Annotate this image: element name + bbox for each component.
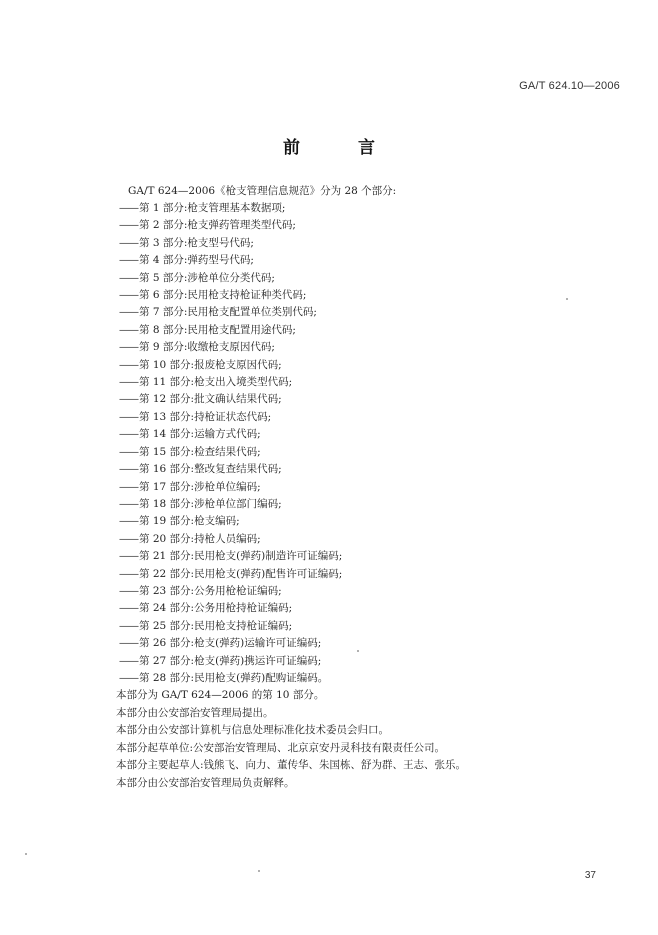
list-item-text: 第 17 部分:涉枪单位编码; bbox=[139, 480, 261, 493]
list-dash: —— bbox=[119, 619, 138, 632]
list-item bbox=[119, 566, 342, 583]
list-item-text: 第 21 部分:民用枪支(弹药)制造许可证编码; bbox=[139, 550, 343, 563]
list-item bbox=[119, 374, 342, 391]
note-line: 本部分由公安部计算机与信息处理标准化技术委员会归口。 bbox=[116, 724, 389, 736]
list-item-text: 第 8 部分:民用枪支配置用途代码; bbox=[139, 323, 296, 336]
notes-block bbox=[116, 687, 466, 792]
list-item-text: 第 27 部分:枪支(弹药)携运许可证编码; bbox=[139, 654, 322, 667]
list-item-text: 第 13 部分:持枪证状态代码; bbox=[139, 410, 272, 423]
list-item bbox=[119, 322, 342, 339]
list-item-text: 第 28 部分:民用枪支(弹药)配购证编码。 bbox=[139, 671, 329, 684]
list-dash: —— bbox=[119, 480, 138, 493]
list-item bbox=[119, 304, 342, 321]
list-item-text: 第 12 部分:批文确认结果代码; bbox=[139, 393, 282, 406]
list-item-text: 第 15 部分:检查结果代码; bbox=[139, 445, 261, 458]
list-dash: —— bbox=[119, 254, 138, 267]
list-dash: —— bbox=[119, 550, 138, 563]
intro-paragraph: GA/T 624—2006《枪支管理信息规范》分为 28 个部分: bbox=[128, 185, 397, 197]
list-dash: —— bbox=[119, 428, 138, 441]
list-dash: —— bbox=[119, 236, 138, 249]
list-item bbox=[119, 548, 342, 565]
list-item-text: 第 9 部分:收缴枪支原因代码; bbox=[139, 341, 275, 354]
list-item bbox=[119, 409, 342, 426]
list-item bbox=[119, 391, 342, 408]
list-dash: —— bbox=[119, 323, 138, 336]
note-line: 本部分起草单位:公安部治安管理局、北京京安丹灵科技有限责任公司。 bbox=[116, 741, 446, 754]
list-item bbox=[119, 531, 342, 548]
list-item bbox=[119, 200, 342, 217]
scan-speck bbox=[258, 870, 260, 872]
list-item bbox=[119, 653, 342, 670]
list-item-text: 第 3 部分:枪支型号代码; bbox=[139, 236, 254, 249]
list-item bbox=[119, 513, 342, 530]
list-item bbox=[119, 426, 342, 443]
list-item bbox=[119, 600, 342, 617]
list-item bbox=[119, 252, 342, 269]
list-item-text: 第 26 部分:枪支(弹药)运输许可证编码; bbox=[139, 637, 322, 650]
list-item bbox=[119, 583, 342, 600]
list-item-text: 第 5 部分:涉枪单位分类代码; bbox=[139, 271, 275, 284]
parts-list bbox=[119, 200, 342, 687]
list-item-text: 第 18 部分:涉枪单位部门编码; bbox=[139, 497, 282, 510]
scan-speck bbox=[566, 298, 568, 300]
list-dash: —— bbox=[119, 341, 138, 354]
list-item bbox=[119, 444, 342, 461]
list-dash: —— bbox=[119, 219, 138, 232]
list-item bbox=[119, 217, 342, 234]
list-dash: —— bbox=[119, 289, 138, 302]
list-dash: —— bbox=[119, 567, 138, 580]
list-dash: —— bbox=[119, 202, 138, 214]
list-item bbox=[119, 479, 342, 496]
list-item bbox=[119, 496, 342, 513]
list-item-text: 第 14 部分:运输方式代码; bbox=[139, 428, 261, 441]
list-item-text: 第 11 部分:枪支出入境类型代码; bbox=[139, 376, 293, 389]
list-item bbox=[119, 287, 342, 304]
page-number: 37 bbox=[584, 870, 596, 881]
list-dash: —— bbox=[119, 497, 138, 510]
list-item bbox=[119, 635, 342, 652]
list-dash: —— bbox=[119, 637, 138, 650]
list-item-text: 第 7 部分:民用枪支配置单位类别代码; bbox=[139, 306, 317, 319]
list-item-text: 第 23 部分:公务用枪枪证编码; bbox=[139, 584, 282, 597]
list-item-text: 第 1 部分:枪支管理基本数据项; bbox=[139, 202, 286, 214]
list-item-text: 第 25 部分:民用枪支持枪证编码; bbox=[139, 619, 293, 632]
list-item-text: 第 2 部分:枪支弹药管理类型代码; bbox=[139, 219, 296, 232]
list-dash: —— bbox=[119, 445, 138, 458]
standard-number: GA/T 624.10—2006 bbox=[519, 80, 620, 92]
list-item bbox=[119, 235, 342, 252]
list-dash: —— bbox=[119, 358, 138, 371]
list-dash: —— bbox=[119, 671, 138, 684]
note-line: 本部分为 GA/T 624—2006 的第 10 部分。 bbox=[116, 689, 325, 701]
list-dash: —— bbox=[119, 584, 138, 597]
list-dash: —— bbox=[119, 306, 138, 319]
note-line: 本部分由公安部治安管理局负责解释。 bbox=[116, 776, 295, 789]
list-item bbox=[119, 357, 342, 374]
list-dash: —— bbox=[119, 515, 138, 528]
list-item-text: 第 16 部分:整改复查结果代码; bbox=[139, 463, 282, 476]
list-dash: —— bbox=[119, 602, 138, 615]
list-item-text: 第 20 部分:持枪人员编码; bbox=[139, 532, 261, 545]
list-dash: —— bbox=[119, 410, 138, 423]
page-title: 前 言 bbox=[283, 138, 401, 158]
list-item bbox=[119, 270, 342, 287]
list-dash: —— bbox=[119, 463, 138, 476]
note-line: 本部分由公安部治安管理局提出。 bbox=[116, 706, 274, 719]
list-item-text: 第 19 部分:枪支编码; bbox=[139, 515, 240, 528]
list-item-text: 第 24 部分:公务用枪持枪证编码; bbox=[139, 602, 293, 615]
list-item bbox=[119, 670, 342, 687]
list-item-text: 第 6 部分:民用枪支持枪证种类代码; bbox=[139, 289, 307, 302]
list-item-text: 第 4 部分:弹药型号代码; bbox=[139, 254, 254, 267]
list-dash: —— bbox=[119, 393, 138, 406]
list-item bbox=[119, 339, 342, 356]
list-item bbox=[119, 461, 342, 478]
list-item-text: 第 22 部分:民用枪支(弹药)配售许可证编码; bbox=[139, 567, 343, 580]
list-item-text: 第 10 部分:报废枪支原因代码; bbox=[139, 358, 282, 371]
list-dash: —— bbox=[119, 654, 138, 667]
scan-speck bbox=[357, 650, 359, 652]
list-dash: —— bbox=[119, 376, 138, 389]
list-dash: —— bbox=[119, 271, 138, 284]
list-item bbox=[119, 618, 342, 635]
note-line: 本部分主要起草人:钱熊飞、向力、董传华、朱国栋、舒为群、王志、张乐。 bbox=[116, 759, 467, 771]
list-dash: —— bbox=[119, 532, 138, 545]
scan-speck bbox=[25, 853, 27, 855]
